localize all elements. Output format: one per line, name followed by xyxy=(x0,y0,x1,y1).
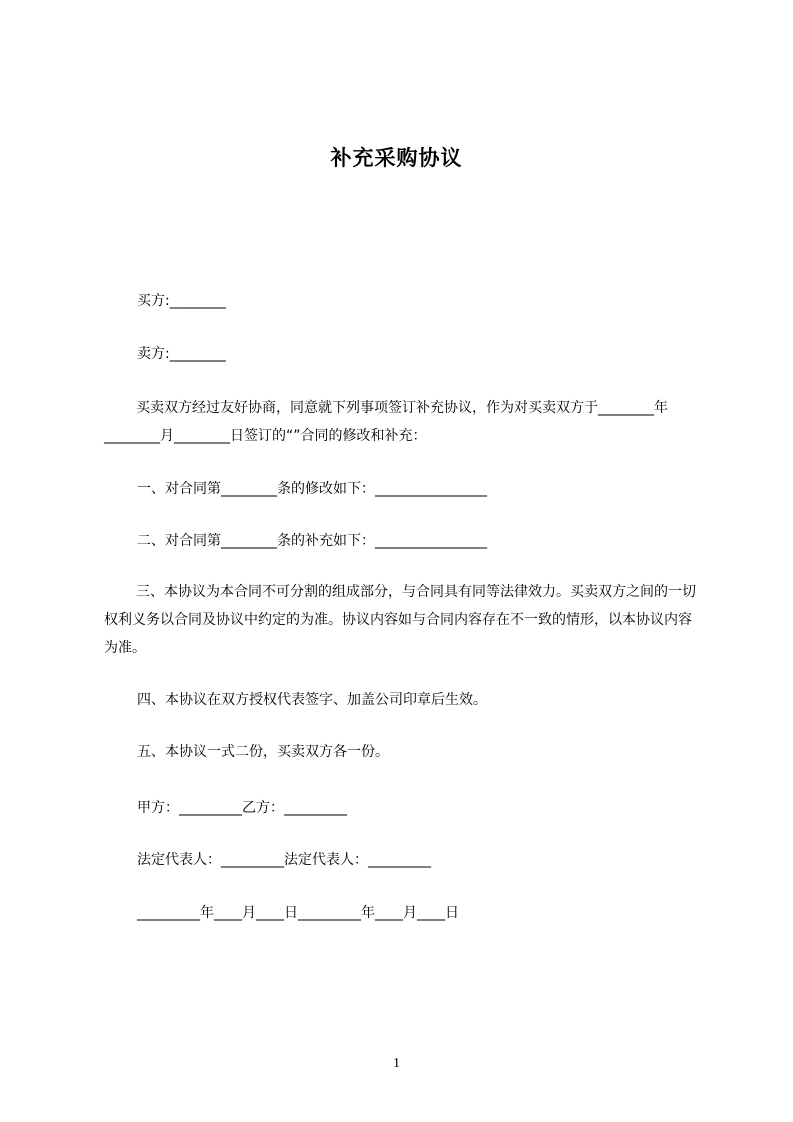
clause-4: 四、本协议在双方授权代表签字、加盖公司印章后生效。 xyxy=(137,692,487,708)
buyer-line: 买方:________ xyxy=(137,293,226,309)
clause-3-paragraph xyxy=(104,578,704,662)
document-title: 补充采购协议 xyxy=(330,146,463,170)
clause-5: 五、本协议一式二份，买卖双方各一份。 xyxy=(137,744,389,760)
date-line: _________年____月____日_________年____月____日 xyxy=(137,905,459,921)
parties-signature-line: 甲方：_________乙方：_________ xyxy=(137,800,347,816)
intro-text: 买卖双方经过友好协商，同意就下列事项签订补充协议，作为对买卖双方于________年________月________日签订的“”合同的修改和补充： xyxy=(104,400,668,444)
clause-3-text: 三、本协议为本合同不可分割的组成部分，与合同具有同等法律效力。买卖双方之间的一切权利义务以合同及协议中约定的为准。协议内容如与合同内容存在不一致的情形，以本协议内容为准。 xyxy=(104,584,696,656)
page-number: 1 xyxy=(393,1056,400,1071)
representatives-signature-line: 法定代表人：_________法定代表人：_________ xyxy=(137,852,431,868)
seller-line: 卖方:________ xyxy=(137,346,226,362)
intro-paragraph xyxy=(104,394,704,450)
clause-1: 一、对合同第________条的修改如下：________________ xyxy=(137,481,487,497)
clause-2: 二、对合同第________条的补充如下：________________ xyxy=(137,533,487,549)
